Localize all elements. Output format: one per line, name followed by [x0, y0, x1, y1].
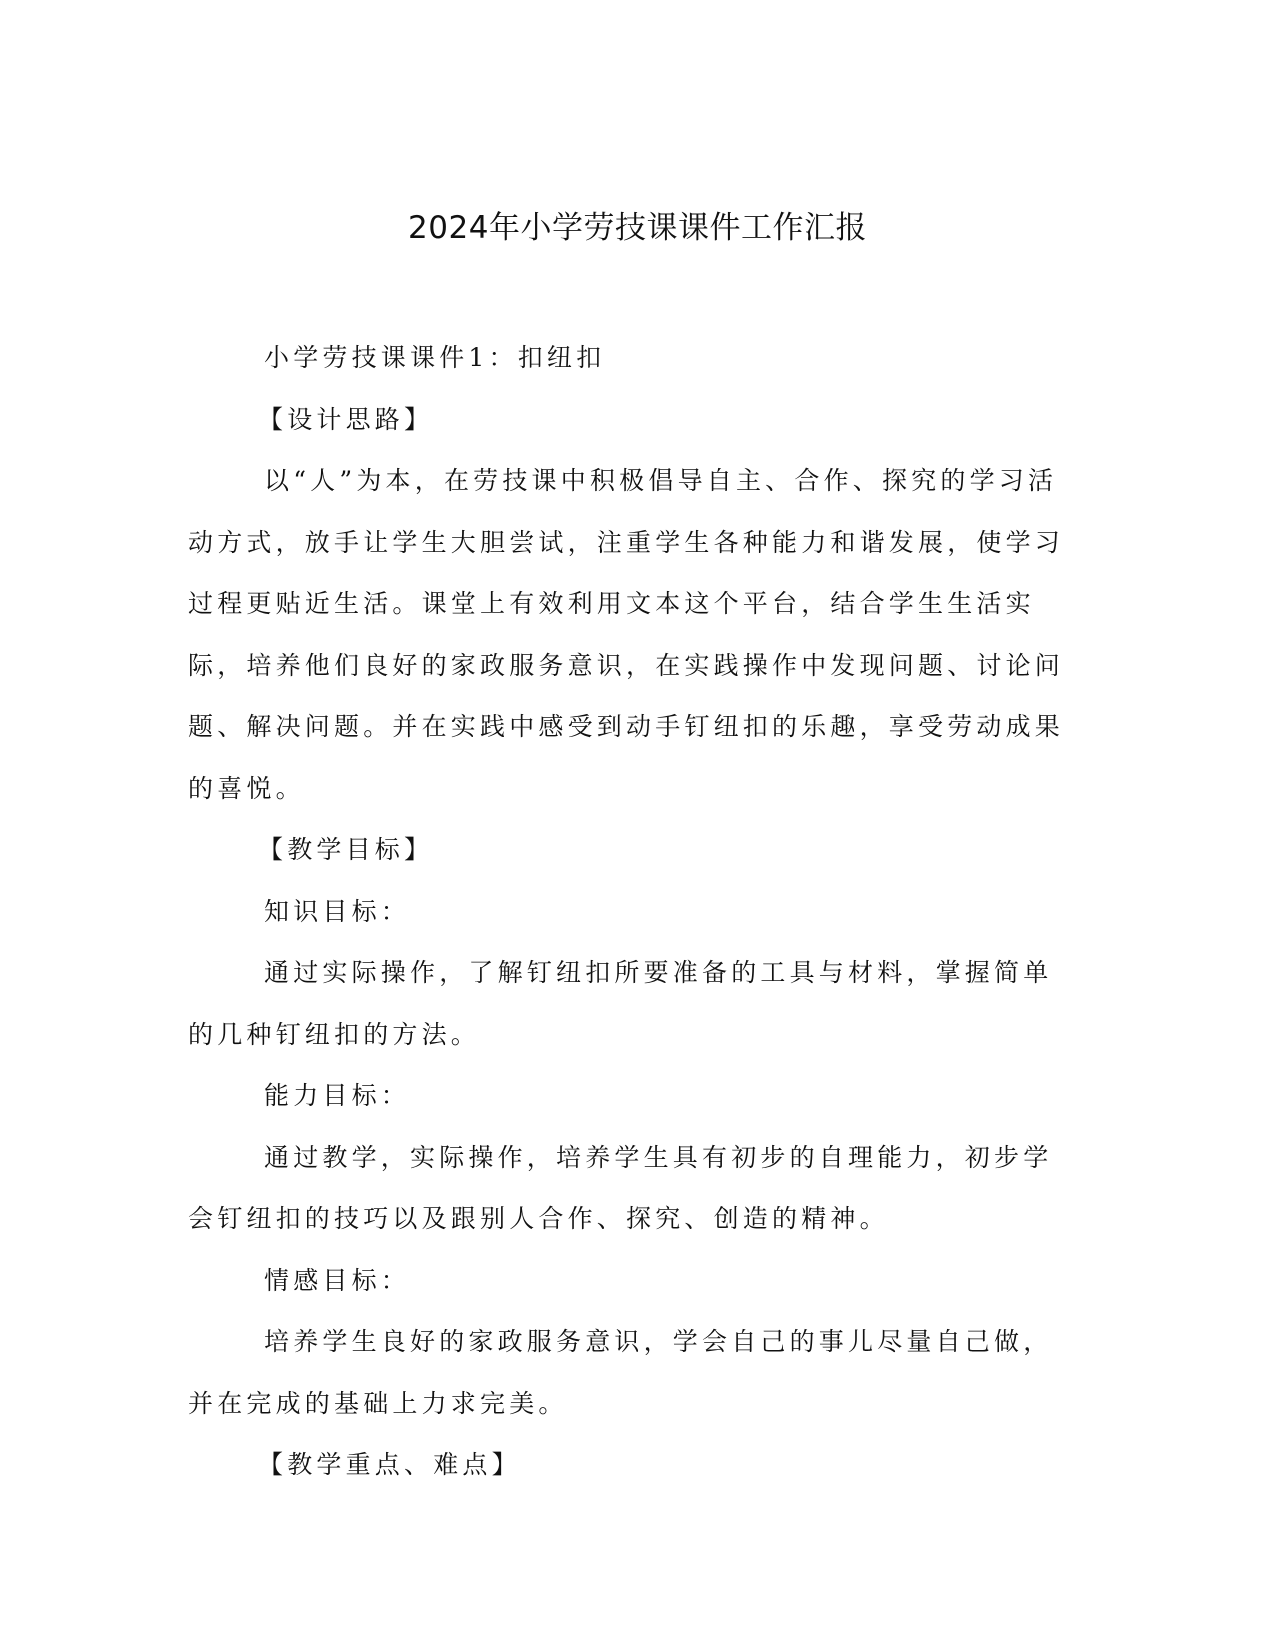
ability-objective-paragraph: 通过教学，实际操作，培养学生具有初步的自理能力，初步学会钉纽扣的技巧以及跟别人合作、探究、创造的精神。: [188, 1142, 1053, 1233]
knowledge-objective-label: 知识目标：: [264, 896, 411, 926]
document-title: 2024年小学劳技课课件工作汇报: [408, 210, 867, 246]
document-body: [188, 327, 1074, 1496]
section-heading-design: 【设计思路】: [258, 404, 434, 434]
emotion-objective-label: 情感目标：: [264, 1265, 411, 1295]
lesson-heading: 小学劳技课课件1：扣纽扣: [264, 343, 606, 372]
emotion-objective-paragraph: 培养学生良好的家政服务意识，学会自己的事儿尽量自己做，并在完成的基础上力求完美。: [188, 1327, 1053, 1418]
ability-objective-label: 能力目标：: [264, 1081, 411, 1110]
design-paragraph: 以“人”为本，在劳技课中积极倡导自主、合作、探究的学习活动方式，放手让学生大胆尝试，注重学生各种能力和谐发展，使学习过程更贴近生活。课堂上有效利用文本这个平台，结合学生生活实际，培养他们良好的家政服务意识，在实践操作中发现问题、讨论问题、解决问题。并在实践中感受到动手钉纽扣的乐趣，享受劳动成果的喜悦。: [188, 466, 1065, 803]
section-heading-key-points: 【教学重点、难点】: [258, 1450, 521, 1479]
section-heading-objectives: 【教学目标】: [258, 835, 434, 864]
knowledge-objective-paragraph: 通过实际操作，了解钉纽扣所要准备的工具与材料，掌握简单的几种钉纽扣的方法。: [188, 958, 1053, 1049]
